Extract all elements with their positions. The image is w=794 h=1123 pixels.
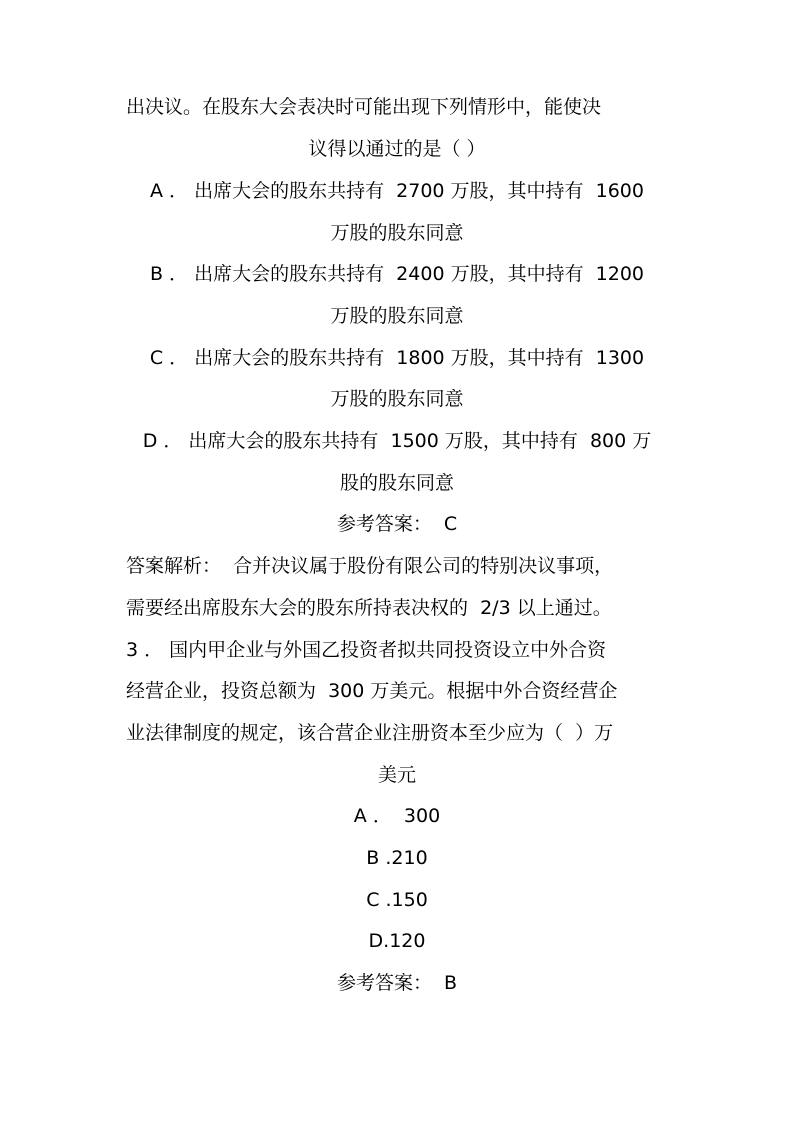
question-3-line-1: 3 ． 国内甲企业与外国乙投资者拟共同投资设立中外合资: [126, 639, 607, 661]
option-c-line-2: 万股的股东同意: [330, 388, 464, 410]
q3-option-a: A ． 300: [353, 805, 441, 827]
option-a-line-1: A ． 出席大会的股东共持有 2700 万股，其中持有 1600: [150, 180, 644, 202]
question-3-line-3: 业法律制度的规定，该合营企业注册资本至少应为（ ）万: [126, 722, 614, 744]
option-b-line-1: B ． 出席大会的股东共持有 2400 万股，其中持有 1200: [149, 263, 645, 285]
option-d-line-2: 股的股东同意: [339, 472, 454, 494]
option-a-line-2: 万股的股东同意: [330, 222, 464, 244]
question-3-line-4: 美元: [377, 764, 416, 786]
text-line-question-end: 议得以通过的是（ ）: [308, 138, 486, 160]
option-c-line-1: C ． 出席大会的股东共持有 1800 万股，其中持有 1300: [149, 347, 645, 369]
question-3-line-2: 经营企业，投资总额为 300 万美元。根据中外合资经营企: [126, 680, 618, 702]
q3-option-d: D.120: [368, 930, 426, 952]
answer-explanation-line-2: 需要经出席股东大会的股东所持表决权的 2/3 以上通过。: [126, 597, 612, 619]
text-line-question-continuation: 出决议。在股东大会表决时可能出现下列情形中，能使决: [126, 96, 602, 118]
q3-option-c: C .150: [366, 889, 428, 911]
option-b-line-2: 万股的股东同意: [330, 305, 464, 327]
answer-explanation-line-1: 答案解析： 合并决议属于股份有限公司的特别决议事项，: [126, 555, 614, 577]
q3-option-b: B .210: [366, 847, 428, 869]
option-d-line-1: D ． 出席大会的股东共持有 1500 万股，其中持有 800 万: [142, 430, 652, 452]
q3-reference-answer: 参考答案： B: [336, 972, 458, 994]
reference-answer: 参考答案： C: [336, 513, 458, 535]
